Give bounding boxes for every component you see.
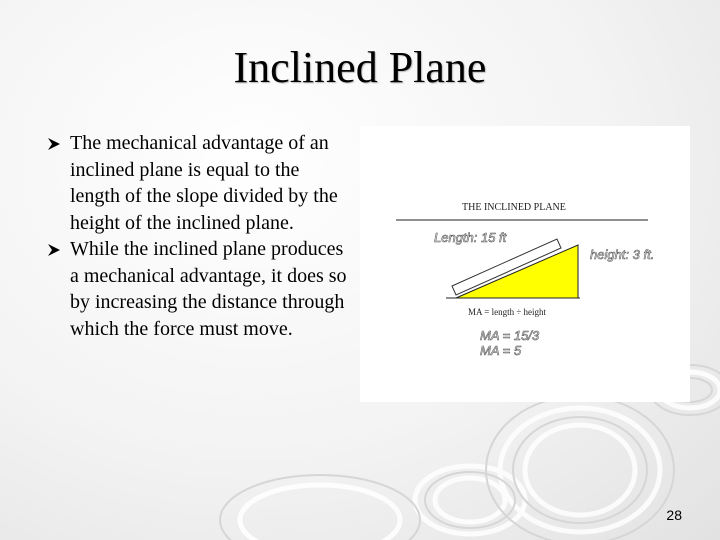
inclined-plane-diagram xyxy=(360,126,690,402)
formula-label: MA = length ÷ height xyxy=(468,307,547,317)
inclined-plane-figure xyxy=(360,126,690,402)
slide-title: Inclined Plane xyxy=(233,43,487,92)
arrowhead-bullet-icon xyxy=(48,244,60,256)
figure-heading: THE INCLINED PLANE xyxy=(462,202,566,213)
bullet-text: The mechanical advantage of an inclined plane is equal to the length of the slope divided by the height of the inclined plane. xyxy=(70,132,338,234)
calc-line-2: MA = 5 xyxy=(480,343,522,358)
arrowhead-bullet-icon xyxy=(48,138,60,150)
calc-line-1: MA = 15/3 xyxy=(480,328,540,343)
bullet-text: While the inclined plane produces a mechanical advantage, it does so by increasing the distance through which the force must move. xyxy=(70,238,347,340)
slide-number: 28 xyxy=(666,507,682,523)
height-label: height: 3 ft. xyxy=(590,247,655,262)
bullet-list xyxy=(48,130,348,342)
length-label: Length: 15 ft xyxy=(434,230,507,245)
bullet-item xyxy=(48,236,348,342)
ramp-triangle xyxy=(456,245,578,298)
bullet-item xyxy=(48,130,348,236)
